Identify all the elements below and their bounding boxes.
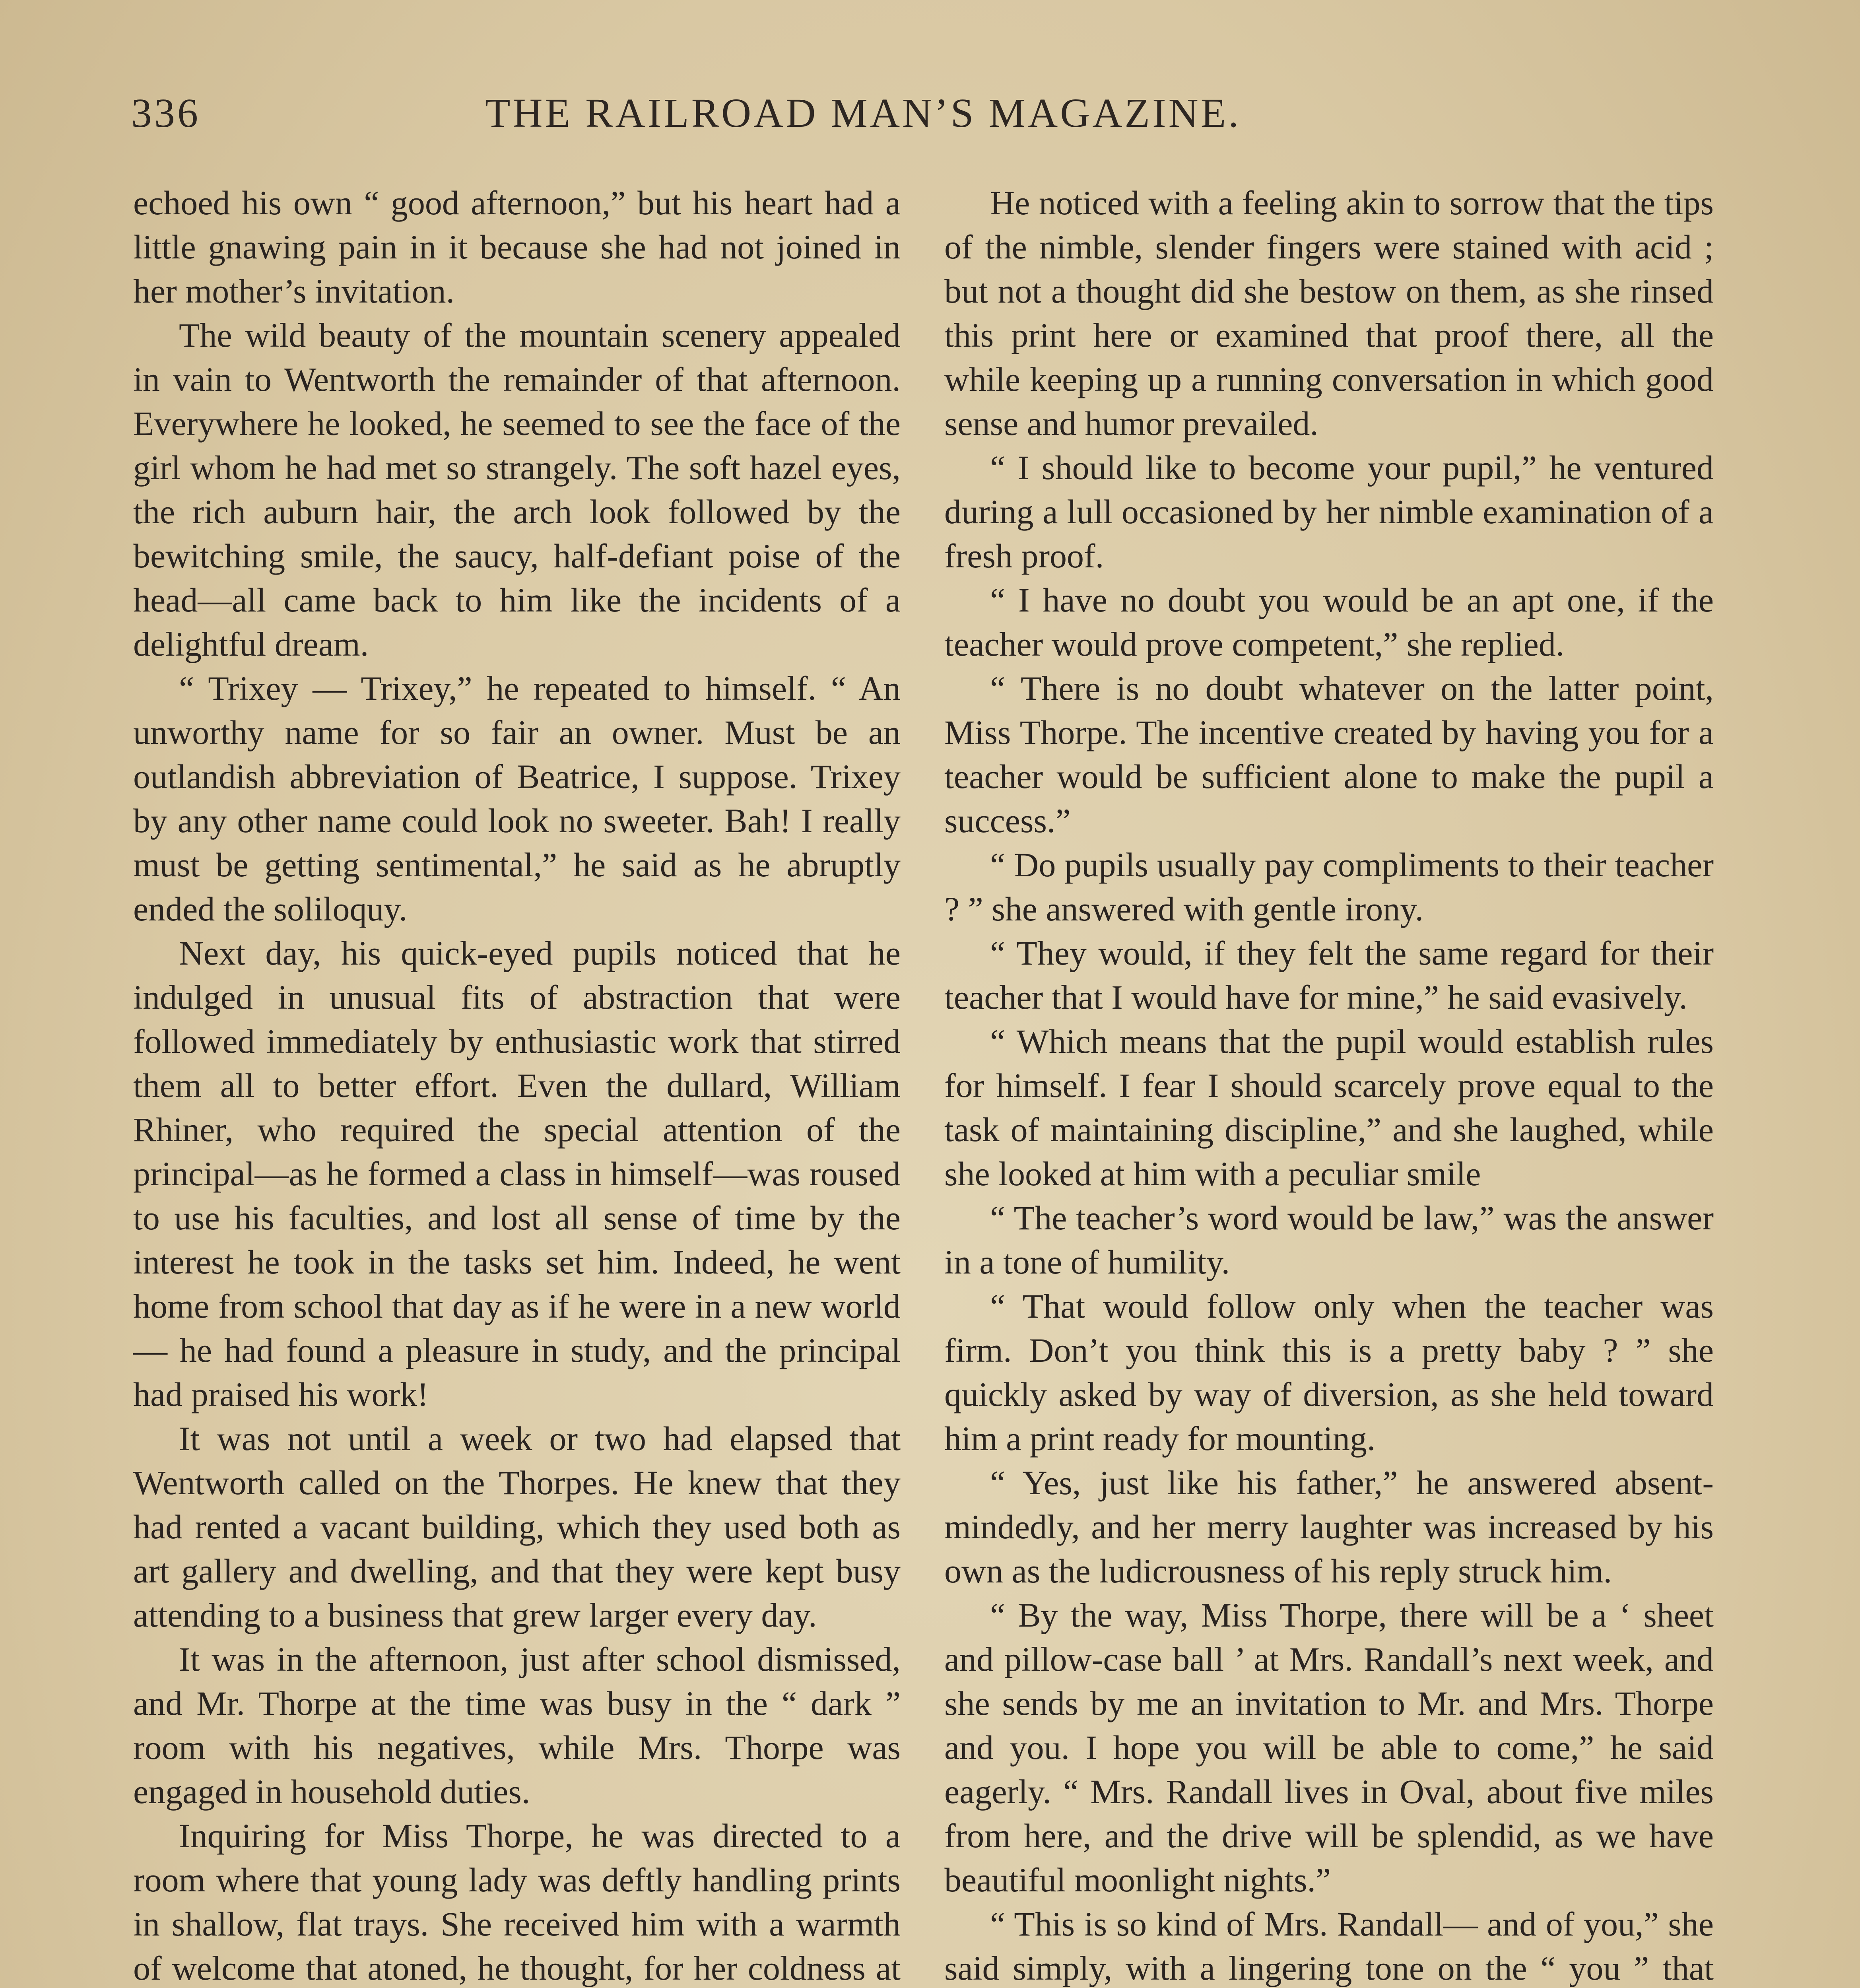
paragraph: Inquiring for Miss Thorpe, he was directed to a room where that young lady was deftly handling prints in shallow, flat trays. She received him with a warmth of welcome that atoned, he thought, for her coldness at — [133, 1817, 901, 1987]
paragraph: “ Which means that the pupil would establish rules for himself. I fear I should scarcely prove equal to the task of maintaining discipline,” and she laughed, while she looked at him with a peculiar smile — [944, 1022, 1714, 1193]
left-column — [133, 181, 901, 1988]
paragraph: It was in the afternoon, just after school dismissed, and Mr. Thorpe at the time was busy in the “ dark ” room with his negatives, while Mrs. Thorpe was engaged in household duties. — [133, 1640, 901, 1811]
paragraph: “ This is so kind of Mrs. Randall— and of you,” she said simply, with a lingering tone on the “ you ” that — [944, 1905, 1714, 1987]
right-column — [944, 181, 1714, 1988]
paragraph: “ There is no doubt whatever on the latter point, Miss Thorpe. The incentive created by having you for a teacher would be sufficient alone to make the pupil a success.” — [944, 669, 1714, 840]
page-header — [131, 89, 1722, 149]
paragraph: “ The teacher’s word would be law,” was the answer in a tone of humility. — [944, 1199, 1714, 1281]
page-number: 336 — [131, 90, 200, 136]
paragraph: “ They would, if they felt the same regard for their teacher that I would have for mine,” he said evasively. — [944, 934, 1714, 1016]
paragraph: “ I should like to become your pupil,” he ventured during a lull occasioned by her nimble examination of a fresh proof. — [944, 448, 1714, 575]
paragraph: “ I have no doubt you would be an apt one, if the teacher would prove competent,” she replied. — [944, 581, 1714, 663]
running-title: THE RAILROAD MAN’S MAGAZINE. — [485, 90, 1241, 136]
paragraph: “ Do pupils usually pay compliments to their teacher ? ” she answered with gentle irony. — [944, 846, 1714, 928]
paragraph: “ Trixey — Trixey,” he repeated to himself. “ An unworthy name for so fair an owner. Must be an outlandish abbreviation of Beatrice, I suppose. Trixey by any other name could look no sweeter. Bah! I really must be getting sentimental,” he said as he abruptly ended the soliloquy. — [133, 669, 901, 928]
paragraph: “ By the way, Miss Thorpe, there will be a ‘ sheet and pillow-case ball ’ at Mrs. Randall’s next week, and she sends by me an invitation to Mr. and Mrs. Thorpe and you. I hope you will be able to come,” he said eagerly. “ Mrs. Randall lives in Oval, about five miles from here, and the drive will be splendid, as we have beautiful moonlight nights.” — [944, 1596, 1714, 1899]
paragraph: It was not until a week or two had elapsed that Wentworth called on the Thorpes. He knew that they had rented a vacant building, which they used both as art gallery and dwelling, and that they were kept busy attending to a business that grew larger every day. — [133, 1419, 901, 1634]
paragraph: The wild beauty of the mountain scenery appealed in vain to Wentworth the remainder of that afternoon. Everywhere he looked, he seemed to see the face of the girl whom he had met so strangely. The soft hazel eyes, the rich auburn hair, the arch look followed by the bewitching smile, the saucy, half-defiant poise of the head—all came back to him like the incidents of a delightful dream. — [133, 316, 901, 663]
paragraph: “ That would follow only when the teacher was firm. Don’t you think this is a pretty baby ? ” she quickly asked by way of diversion, as she held toward him a print ready for mounting. — [944, 1287, 1714, 1458]
paragraph: He noticed with a feeling akin to sorrow that the tips of the nimble, slender fingers were stained with acid ; but not a thought did she bestow on them, as she rinsed this print here or examined that proof there, all the while keeping up a running conversation in which good sense and humor prevailed. — [944, 184, 1714, 443]
paragraph: Next day, his quick-eyed pupils noticed that he indulged in unusual fits of abstraction that were followed immediately by enthusiastic work that stirred them all to better effort. Even the dullard, William Rhiner, who required the special attention of the principal—as he formed a class in himself—was roused to use his faculties, and lost all sense of time by the interest he took in the tasks set him. Indeed, he went home from school that day as if he were in a new world — he had found a pleasure in study, and the principal had praised his work! — [133, 934, 901, 1413]
paragraph: echoed his own “ good afternoon,” but his heart had a little gnawing pain in it because she had not joined in her mother’s invitation. — [133, 184, 901, 310]
paragraph: “ Yes, just like his father,” he answered absent-mindedly, and her merry laughter was increased by his own as the ludicrousness of his reply struck him. — [944, 1464, 1714, 1590]
